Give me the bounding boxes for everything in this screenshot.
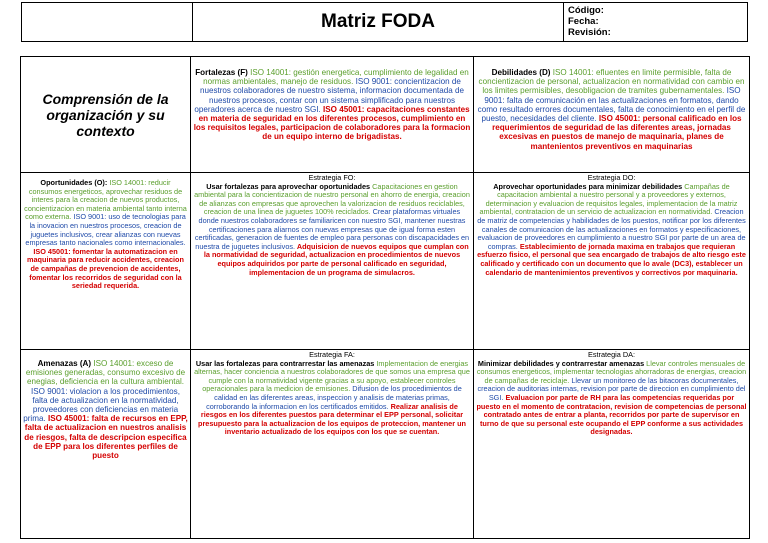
do-iso45001: Establecimiento de jornada maxima en trabajos que requieran esfuerzo fisico, el personal que sea encargado de trabajos de alto riesgo este calificado y certificado con un documento que lo avale (DC3), establecer un calendario de mantenimientos preventivos y correctivos por maquinaria. — [477, 241, 746, 277]
debilidades-cell — [474, 57, 750, 173]
fa-heading: Estrategia FA: — [309, 350, 355, 359]
amenazas-iso9001: ISO 9001: violacion a los procedimientos, falta de actualizacion en la normatividad, proveedores con deficiencias en materia prima. — [23, 386, 180, 424]
foda-matrix — [20, 56, 750, 539]
codigo-label: Código: — [568, 5, 604, 16]
fa-iso45001: Realizar analisis de riesgos en los diferentes puestos para determinar el EPP personal, solicitar presupuesto para la actualizacion de los equipos de proteccion, mantener un inventario actualizado de los equipos con los que se cuentan. — [197, 401, 467, 437]
oportunidades-iso9001: ISO 9001: uso de tecnologias para la inovacion en nuestros procesos, creacion de juguetes inclusivos, crear alianzas con nuevas empresas tanto nacionales como internacionales. — [25, 212, 186, 248]
oportunidades-cell — [21, 173, 191, 350]
fa-subtitle: Usar las fortalezas para contrarrestar las amenazas — [195, 358, 375, 368]
fortalezas-iso9001: ISO 9001: concientizacion de nuestros colaboradores de nuestro sistema, informacion documentada de nuestros procesos, contar con un sistema simplificado para nuestros operadores acerca de nuestro SGI. — [194, 77, 465, 114]
fortalezas-cell — [191, 57, 474, 173]
revision-label: Revisión: — [568, 27, 611, 38]
logo-area — [22, 3, 193, 41]
matrix-row-threats — [21, 350, 750, 539]
fecha-label: Fecha: — [568, 16, 599, 27]
fa-iso14001: Implementacion de energias alternas, hacer conciencia a nuestros colaboradores de que somos una empresa que cumple con la normatividad vigente gracias a su apoyo, establecer controles operacionales para la medicion de emisiones. — [194, 358, 470, 394]
corner-cell: Comprensión de la organización y su contexto — [21, 57, 191, 173]
estrategia-fo-cell — [191, 173, 474, 350]
oportunidades-iso45001: ISO 45001: fomentar la automatizacion en maquinaria para reducir accidentes, creacion de campañas de prevencion de accidentes, fomentar los recorridos de seguridad con la seriedad requerida. — [27, 246, 184, 291]
da-iso45001: Evaluacion por parte de RH para las competencias requeridas por puesto en el momento de contratacion, revision de competencias de personal contratado antes de entrar a planta, recorridos por parte de supervisor en turno de que su personal este ocupando el EPP conforme a sus actividades designadas. — [476, 392, 747, 437]
fo-iso9001: Crear plataformas virtuales donde nuestros colaboradores se familiaricen con nuestro SGI, mantener nuestras certificaciones para aliarnos con nuevas empresas que de igual forma esten certificadas, generacion de fuentes de empleo para personas con discapacidades en nuestra de juguetes inclusivos. — [194, 207, 470, 251]
amenazas-iso14001: ISO 14001: exceso de emisiones generadas, consumo excesivo de enegias, deficiencia en la cultura ambiental. — [25, 359, 186, 387]
da-subtitle: Minimizar debilidades y contrarrestar amenazas — [477, 358, 645, 368]
da-iso14001: Llevar controles mensuales de consumos energeticos, implementar tecnologias ahorradoras de energias, creacion de campañas de reciclaje. — [476, 358, 747, 385]
do-heading: Estrategia DO: — [587, 173, 636, 182]
oportunidades-label: Oportunidades (O): — [40, 178, 108, 187]
fortalezas-label: Fortalezas (F) — [195, 68, 248, 77]
do-subtitle: Aprovechar oportunidades para minimizar debilidades — [493, 181, 683, 191]
da-heading: Estrategia DA: — [587, 350, 636, 359]
amenazas-cell — [21, 350, 191, 539]
fortalezas-iso14001: ISO 14001: gestión energetica, cumplimiento de legalidad en normas ambientales, manejo de residuos. — [203, 68, 469, 87]
do-iso9001: Creacion de matriz de competencias y habilidades de los puestos, notificar por los diferentes canales de comunicacion de las actualizaciones en formatos y especificaciones, evaluacion de proveedores en cumplimiento a nuestro SGI por parte de un area de compras. — [477, 207, 746, 251]
debilidades-label: Debilidades (D) — [491, 68, 551, 77]
fo-heading: Estrategia FO: — [308, 173, 356, 182]
amenazas-iso45001: ISO 45001: falta de recursos en EPP, falta de actualizacion en nuestros analisis de riesgos, falta de descripcion especifica de EPP para los diferentes perfiles de puesto — [24, 414, 188, 461]
matrix-row-opportunities — [21, 173, 750, 350]
document-meta — [564, 3, 747, 41]
oportunidades-iso14001: ISO 14001: reducir consumos energeticos, aprovechar residuos de interes para la creacion de nuevos productos, concientizacion en materia ambiental tanto interna como externa. — [24, 178, 187, 222]
debilidades-iso9001: ISO 9001: falta de comunicación en las actualizaciones en formatos, dando como resultado errores documentales, falta de conocimiento en el perfil de puesto, necesidades del cliente. — [477, 86, 746, 124]
page-title: Matriz FODA — [193, 3, 564, 41]
fa-iso9001: Difusion de los procedimientos de calidad en las diferentes areas, inspeccion y analisis de materias primas, corroborando la informacion en los certificados emitidos. — [206, 384, 462, 411]
fortalezas-iso45001: ISO 45001: capacitaciones constantes en materia de seguridad en los diferentes procesos, cumplimiento en los requisitos legales, participacion de colaboradores para la formacion de un equipo interno de brigadistas. — [193, 104, 471, 142]
document-header — [21, 2, 748, 42]
estrategia-fa-cell — [191, 350, 474, 539]
matrix-row-internal — [21, 57, 750, 173]
estrategia-da-cell — [474, 350, 750, 539]
debilidades-iso45001: ISO 45001: personal calificado en los requerimientos de seguridad de las diferentes areas, jornadas excesivas en puestos de manejo de maquinaria, planes de mantenientos preventivos en maquinarias — [492, 114, 742, 151]
amenazas-label: Amenazas (A) — [37, 359, 92, 368]
da-iso9001: Llevar un monitoreo de las bitacoras documentales, creacion de auditorias internas, revision por parte de direccion en cumplimiento del SGI. — [477, 375, 746, 402]
fo-iso14001: Capacitaciones en gestion ambiental para la concientizacion de nuestro personal en ahorro de energia, creacion de alianzas con empresas que aprovechen la valorizacion de residuos reciclables, creacion de una linea de juguetes 100% reciclados. — [194, 181, 470, 217]
fo-iso45001: Adquisicion de nuevos equipos que cumplan con la normatividad de seguridad, actualizacion en procedimientos de nuevos equipos adquiridos por parte de personal calificado en seguridad, implementacion de un programa de simulacros. — [203, 241, 469, 277]
estrategia-do-cell — [474, 173, 750, 350]
fo-subtitle: Usar fortalezas para aprovechar oportunidades — [206, 181, 371, 191]
debilidades-iso14001: ISO 14001: efluentes en limite permisible, falta de concientizacion de personal, actualizacion en normatividad con cambio en los limites permisibles, desobligacion de tramites gubernamentales. — [478, 68, 745, 96]
do-iso14001: Campañas de capacitacion ambiental a nuestro personal y a proveedores y externos, determinacion y evaluacion de requisitos legales, implementacion de la matriz ambiental, contratacion de un servicio de actualizacion en normatividad. — [479, 181, 738, 217]
